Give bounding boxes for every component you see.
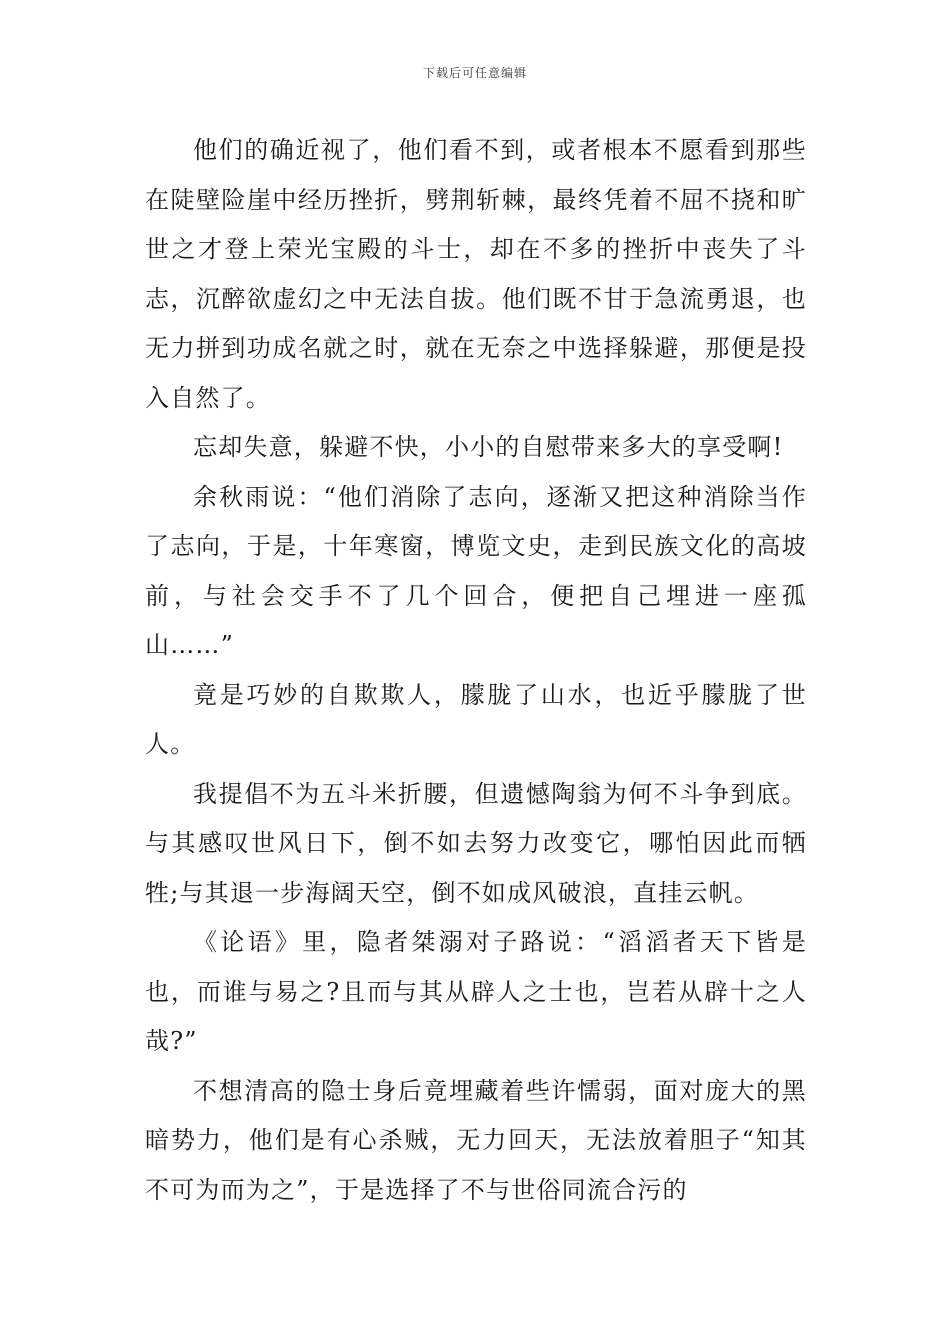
paragraph-3: 余秋雨说：“他们消除了志向，逐渐又把这种消除当作了志向，于是，十年寒窗，博览文史，走到民族文化的高坡前，与社会交手不了几个回合，便把自己埋进一座孤山……” [145,482,807,659]
document-body [145,126,807,1215]
paragraph-6: 《论语》里，隐者桀溺对子路说：“滔滔者天下皆是也，而谁与易之?且而与其从辟人之士也，岂若从辟十之人哉?” [145,928,807,1055]
paragraph-1: 他们的确近视了，他们看不到，或者根本不愿看到那些在陡壁险崖中经历挫折，劈荆斩棘，最终凭着不屈不挠和旷世之才登上荣光宝殿的斗士，却在不多的挫折中丧失了斗志，沉醉欲虚幻之中无法自拔。他们既不甘于急流勇退，也无力拼到功成名就之时，就在无奈之中选择躲避，那便是投入自然了。 [145,136,807,412]
paragraph-7: 不想清高的隐士身后竟埋藏着些许懦弱，面对庞大的黑暗势力，他们是有心杀贼，无力回天，无法放着胆子“知其不可为而为之”，于是选择了不与世俗同流合污的 [145,1076,807,1204]
paragraph-5: 我提倡不为五斗米折腰，但遗憾陶翁为何不斗争到底。与其感叹世风日下，倒不如去努力改变它，哪怕因此而牺牲;与其退一步海阔天空，倒不如成风破浪，直挂云帆。 [145,779,807,907]
paragraph-4: 竟是巧妙的自欺欺人，朦胧了山水，也近乎朦胧了世人。 [145,680,807,758]
page-header: 下载后可任意编辑 [422,66,527,80]
paragraph-2: 忘却失意，躲避不快，小小的自慰带来多大的享受啊! [193,433,784,461]
